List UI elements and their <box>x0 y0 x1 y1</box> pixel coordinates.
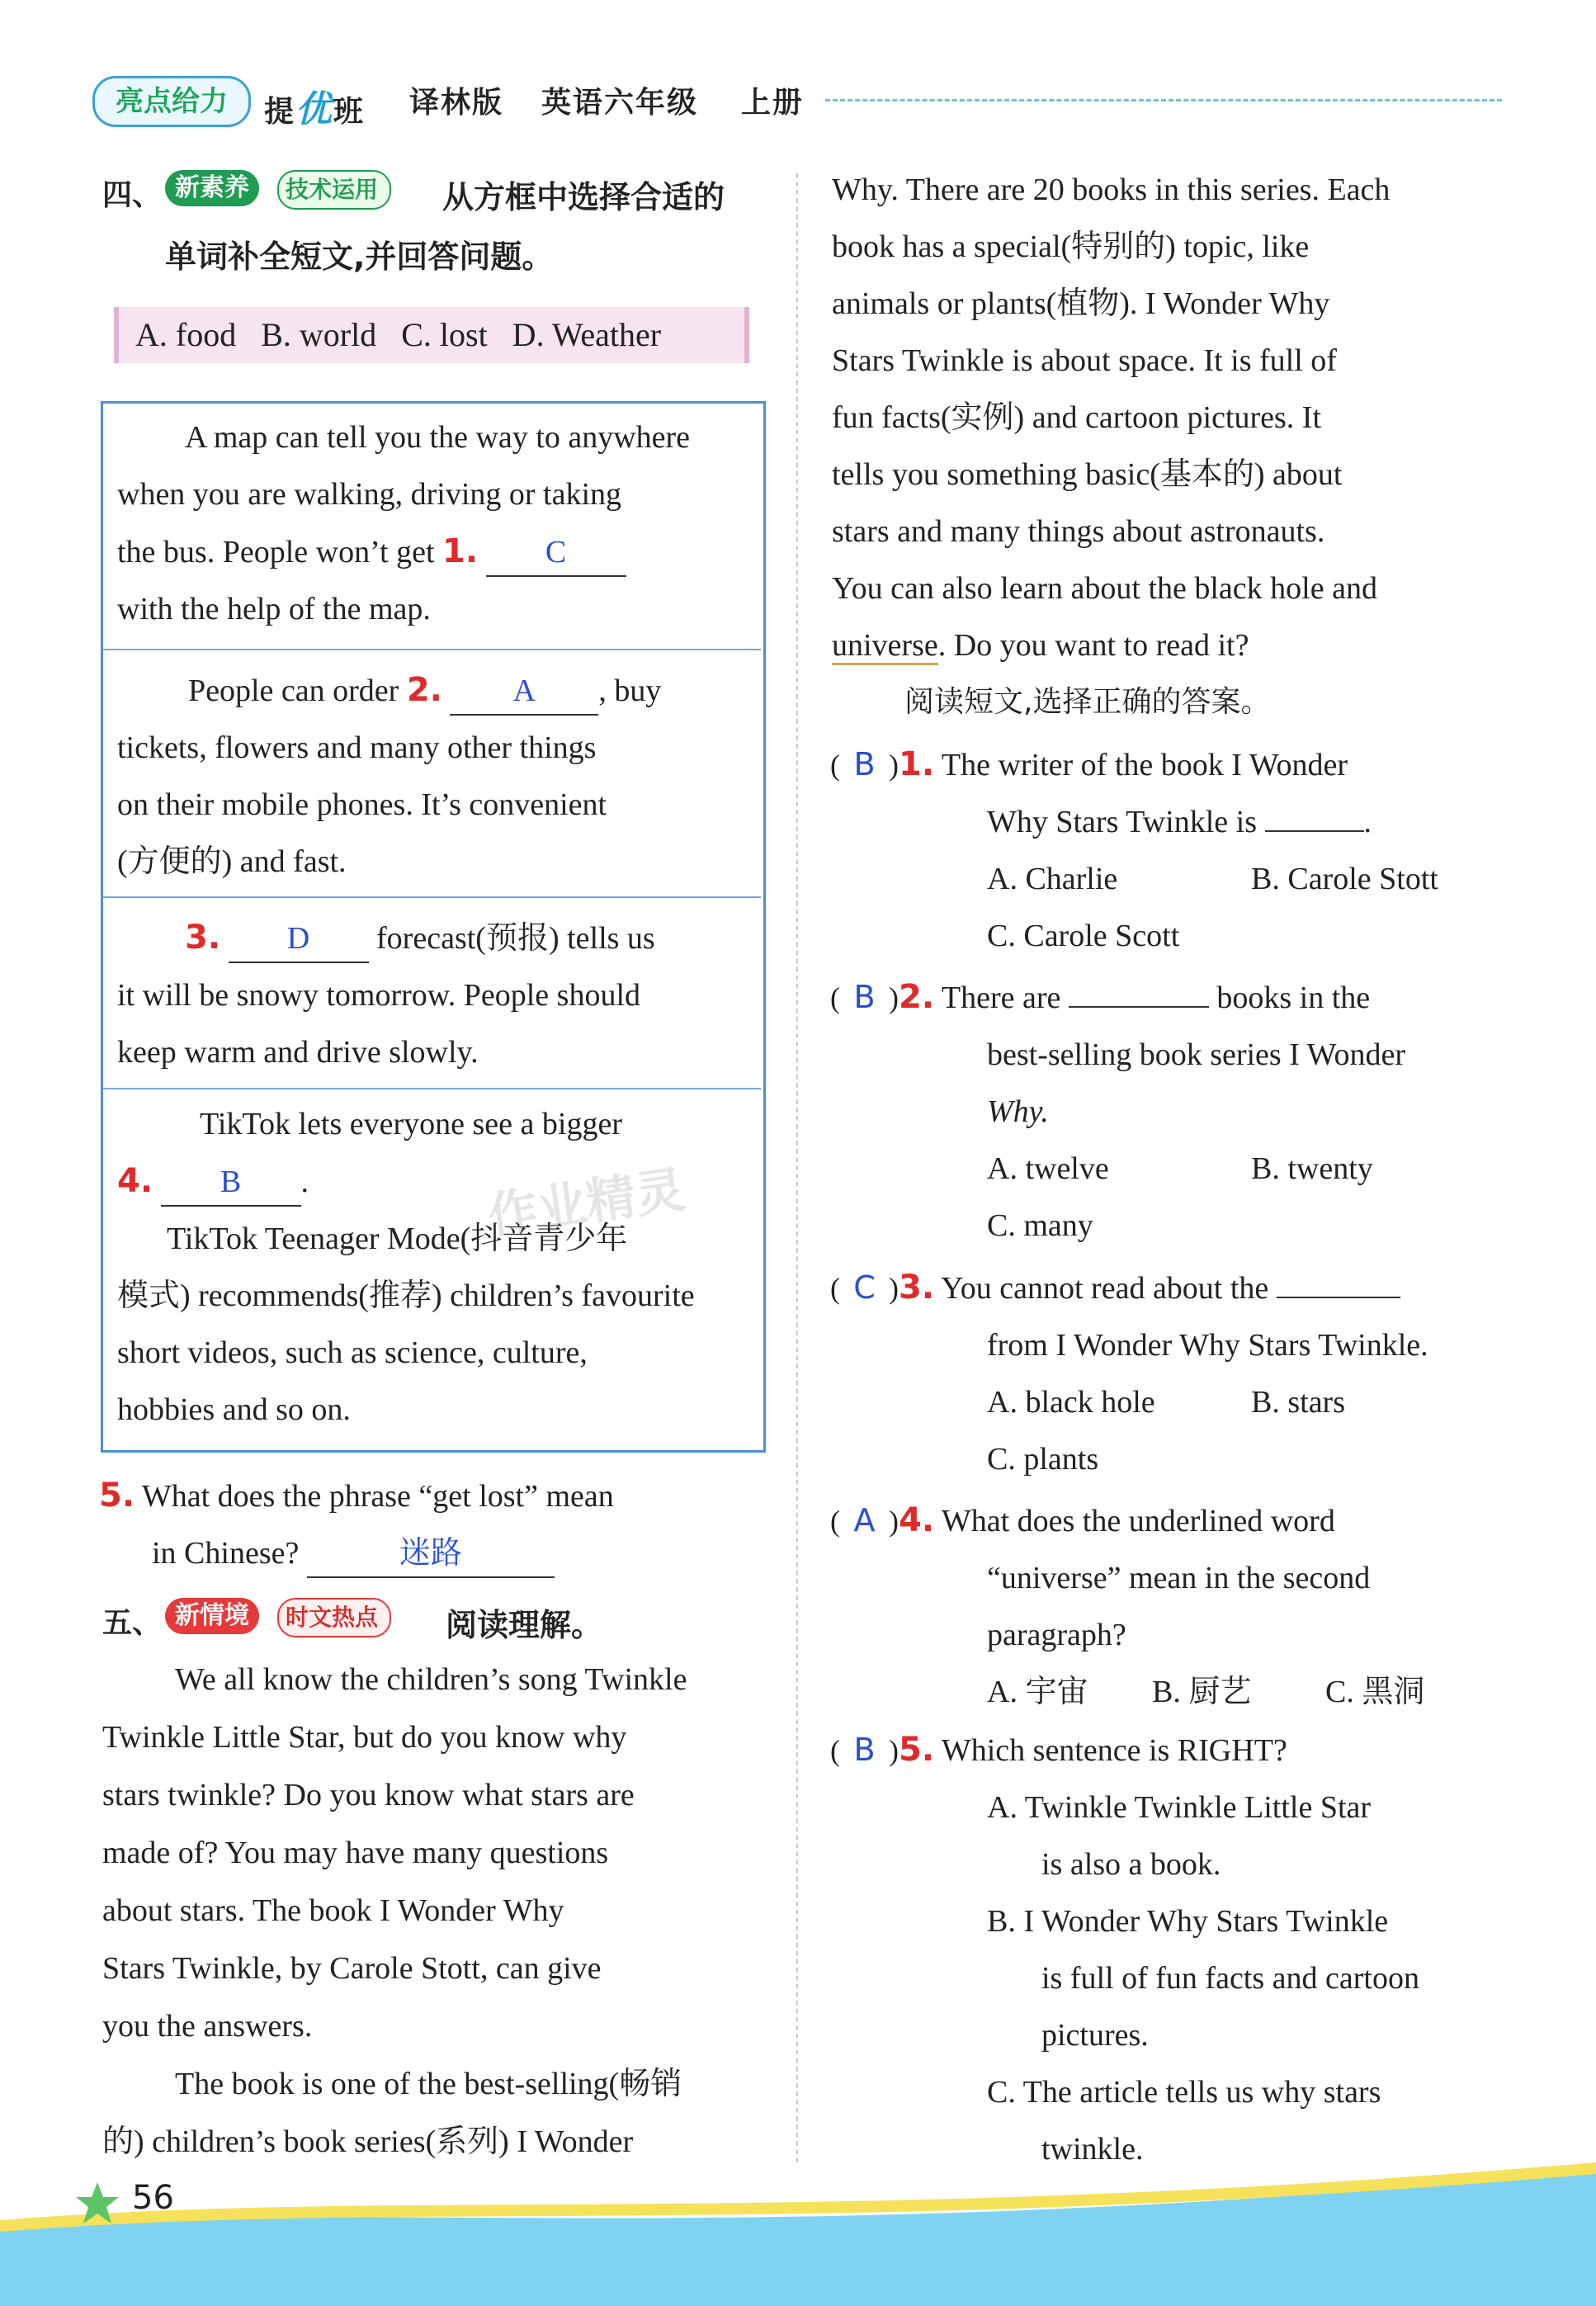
answer-blank-1[interactable]: C <box>486 536 626 577</box>
question-number: 1. <box>442 532 479 570</box>
answer-blank-3[interactable]: D <box>229 922 369 963</box>
star-icon <box>74 2181 120 2227</box>
passage-para-2: People can order 2. A , buy tickets, flowers and many other things on their mobile phones. It’s convenient (方便的) and fast. <box>117 671 662 879</box>
mc-blank <box>1277 1264 1400 1298</box>
word-choice-box <box>114 307 749 363</box>
mc-answer[interactable]: B <box>853 746 876 782</box>
mc-blank <box>1069 973 1209 1008</box>
passage-para-1: A map can tell you the way to anywhere when you are walking, driving or taking the bus. People won’t get 1. C with the help of the map. <box>117 420 691 626</box>
edition-label: 译林版 <box>409 86 504 120</box>
answer-blank-2[interactable]: A <box>450 674 598 716</box>
reading-passage-left: We all know the children’s song Twinkle Twinkle Little Star, but do you know why stars twinkle? Do you know what stars are made of? You may have many questions about stars. The book I Wonder Why Stars Twinkle, by Carole Stott, can give you the answers. The book is one of the best-selling(畅销 的) children’s book series(系列) I Wonder <box>102 1662 687 2159</box>
passage-para-3: 3. D forecast(预报) tells us it will be snowy tomorrow. People should keep warm and drive slowly. <box>117 919 655 1070</box>
tag-current-hotspot: 时文热点 <box>277 1598 391 1637</box>
underlined-word: universe <box>832 628 938 665</box>
mc-blank <box>1265 797 1364 832</box>
tag-new-context: 新情境 <box>165 1598 259 1634</box>
volume-label: 上册 <box>741 86 805 120</box>
frame-divider <box>103 1088 761 1089</box>
page-number: 56 <box>132 2179 174 2217</box>
reading-passage-right: Why. There are 20 books in this series. Each book has a special(特别的) topic, like animals or plants(植物). I Wonder Why Stars Twinkle is about space. It is full of fun facts(实例) and cartoon pictures. It tells you something basic(基本的) about stars and many things about astronauts. You can also learn about the black hole and universe. Do you want to read it? <box>832 162 1492 674</box>
section-4-title-line1: 从方框中选择合适的 <box>442 179 725 215</box>
subject-label: 英语六年级 <box>541 86 699 120</box>
watermark: 作业精灵 <box>484 1160 689 1246</box>
mc-question-5: ( B )5. Which sentence is RIGHT? A. Twinkle Twinkle Little Star is also a book. B. I Wonder Why Stars Twinkle is full of fun facts and cartoon pictures. C. The article tells us why stars twinkle. <box>830 1722 1499 2178</box>
frame-divider <box>103 896 761 898</box>
question-number: 3. <box>185 919 221 957</box>
section-number-4: 四、 <box>102 178 163 212</box>
word-choices: A. food B. world C. lost D. Weather <box>135 316 662 353</box>
mc-question-3: ( C )3. You cannot read about the from I Wonder Why Stars Twinkle. A. black hole B. stars C. plants <box>830 1259 1499 1488</box>
column-separator <box>796 173 798 2162</box>
mc-answer[interactable]: A <box>853 1502 876 1538</box>
question-number: 5. <box>99 1477 135 1514</box>
series-logo: 亮点给力 <box>92 76 251 127</box>
reading-instruction: 阅读短文,选择正确的答案。 <box>904 685 1271 719</box>
passage-para-4: TikTok lets everyone see a bigger 4. B . TikTok Teenager Mode(抖音青少年 模式) recommends(推荐) children’s favourite short videos, such as science, culture, hobbies and so on. <box>117 1107 695 1427</box>
brand-title: 提优班 <box>264 88 366 130</box>
mc-question-1: ( B )1. The writer of the book I Wonder Why Stars Twinkle is . A. Charlie B. Carole Stott C. Carole Scott <box>830 736 1499 965</box>
mc-answer[interactable]: B <box>853 1732 876 1768</box>
mc-answer[interactable]: B <box>853 979 876 1015</box>
section-5-title: 阅读理解。 <box>446 1607 603 1643</box>
question-number: 4. <box>117 1162 153 1200</box>
section-number-5: 五、 <box>102 1606 163 1640</box>
footer-wave <box>0 2162 1596 2306</box>
frame-divider <box>103 649 761 650</box>
header-rule <box>825 99 1502 102</box>
tag-tech-application: 技术运用 <box>277 170 391 210</box>
mc-question-4: ( A )4. What does the underlined word “universe” mean in the second paragraph? A. 宇宙 B. 厨艺 C. 黑洞 <box>830 1492 1499 1721</box>
tag-new-literacy: 新素养 <box>165 170 259 206</box>
answer-blank-5[interactable]: 迷路 <box>307 1537 555 1578</box>
mc-answer[interactable]: C <box>853 1269 876 1306</box>
section-4-title-line2: 单词补全短文,并回答问题。 <box>165 239 554 275</box>
mc-question-2: ( B )2. There are books in the best-selling book series I Wonder Why. A. twelve B. twenty C. many <box>830 969 1499 1255</box>
question-5: 5. What does the phrase “get lost” mean in Chinese? 迷路 <box>99 1467 759 1582</box>
question-number: 2. <box>406 671 442 709</box>
answer-blank-4[interactable]: B <box>161 1165 301 1207</box>
